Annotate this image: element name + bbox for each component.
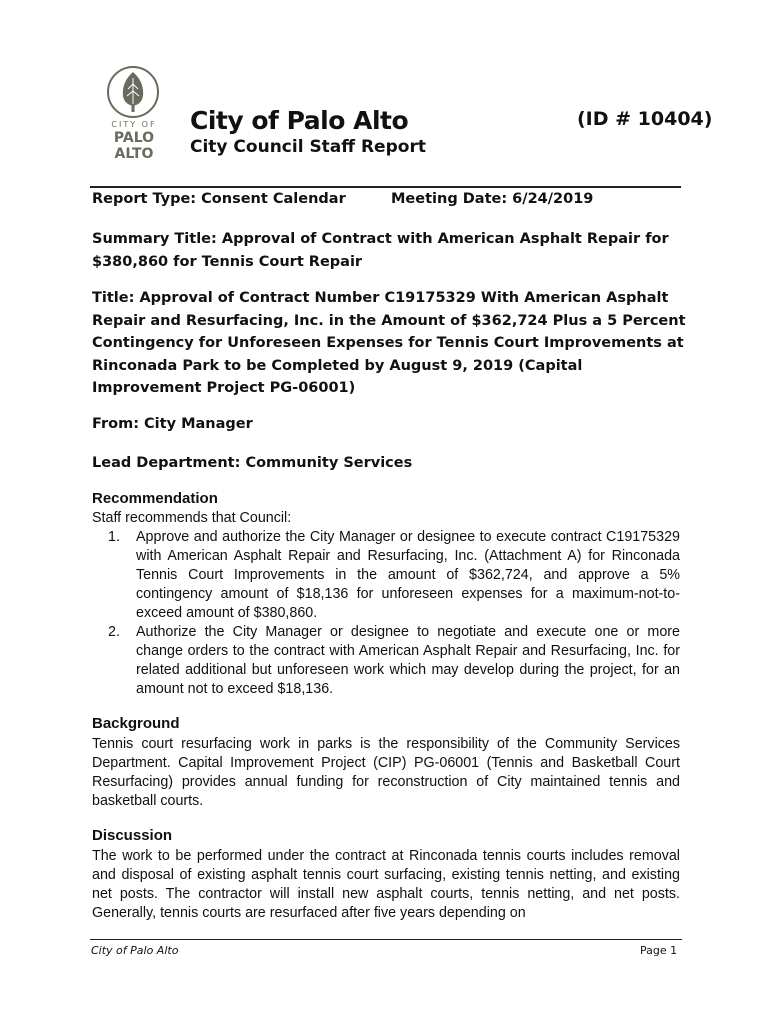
background-text: Tennis court resurfacing work in parks is the responsibility of the Community Services Department. Capital Improvement Project (CIP) PG-06001 (Tennis and Basketball Court Resurfacing) provides annual funding for reconstruction of City maintained tennis and basketball courts. [92, 736, 680, 809]
footer-divider [90, 939, 682, 940]
meeting-date: Meeting Date: 6/24/2019 [391, 191, 594, 207]
discussion-heading: Discussion [92, 827, 173, 844]
summary-title: Summary Title: Approval of Contract with American Asphalt Repair for $380,860 for Tennis Court Repair [92, 231, 669, 270]
report-title: Title: Approval of Contract Number C19175329 With American Asphalt Repair and Resurfacing, Inc. in the Amount of $362,724 Plus a 5 Percent Contingency for Unforeseen Expenses for Tennis Court Improvements at Rinconada Park to be Completed by August 9, 2019 (Capital Improvement Project PG-06001) [92, 290, 686, 396]
logo-palo: PALO [113, 130, 155, 146]
logo-city-of: CITY OF [111, 120, 157, 129]
footer-city: City of Palo Alto [91, 944, 179, 957]
page-number: Page 1 [640, 944, 678, 957]
discussion-text: The work to be performed under the contract at Rinconada tennis courts includes removal and disposal of existing asphalt tennis court surfacing, existing tennis netting, and existing net posts. The contractor will install new asphalt courts, tennis netting, and net posts. Generally, tennis courts are resurfaced after five years depending on [92, 848, 680, 921]
header-divider [90, 186, 681, 188]
logo-alto: ALTO [114, 146, 154, 162]
city-logo [106, 66, 162, 160]
recommendation-intro: Staff recommends that Council: [92, 510, 292, 526]
report-type: Report Type: Consent Calendar [92, 191, 346, 207]
list-item-text: Approve and authorize the City Manager or designee to execute contract C19175329 with American Asphalt Repair and Resurfacing, Inc. (Attachment A) for Rinconada Tennis Court Improvements in the amount of $362,724, and approve a 5% contingency amount of $18,136 for unforeseen expenses for a maximum-not-to-exceed amount of $380,860. [136, 529, 680, 621]
list-item-number: 1. [108, 529, 120, 545]
recommendation-heading: Recommendation [92, 490, 218, 507]
list-item [108, 623, 680, 699]
page-subtitle: City Council Staff Report [190, 137, 426, 157]
tree-icon [107, 66, 159, 118]
page-title: City of Palo Alto [190, 106, 409, 135]
from-line: From: City Manager [92, 416, 253, 432]
list-item-number: 2. [108, 624, 120, 640]
list-item [108, 528, 680, 623]
recommendation-list [108, 528, 680, 699]
background-heading: Background [92, 715, 180, 732]
list-item-text: Authorize the City Manager or designee to negotiate and execute one or more change orders to the contract with American Asphalt Repair and Resurfacing, Inc. for related additional but unforeseen work which may develop during the project, for an amount not to exceed $18,136. [136, 624, 680, 697]
lead-department: Lead Department: Community Services [92, 455, 413, 471]
report-id: (ID # 10404) [577, 108, 713, 130]
